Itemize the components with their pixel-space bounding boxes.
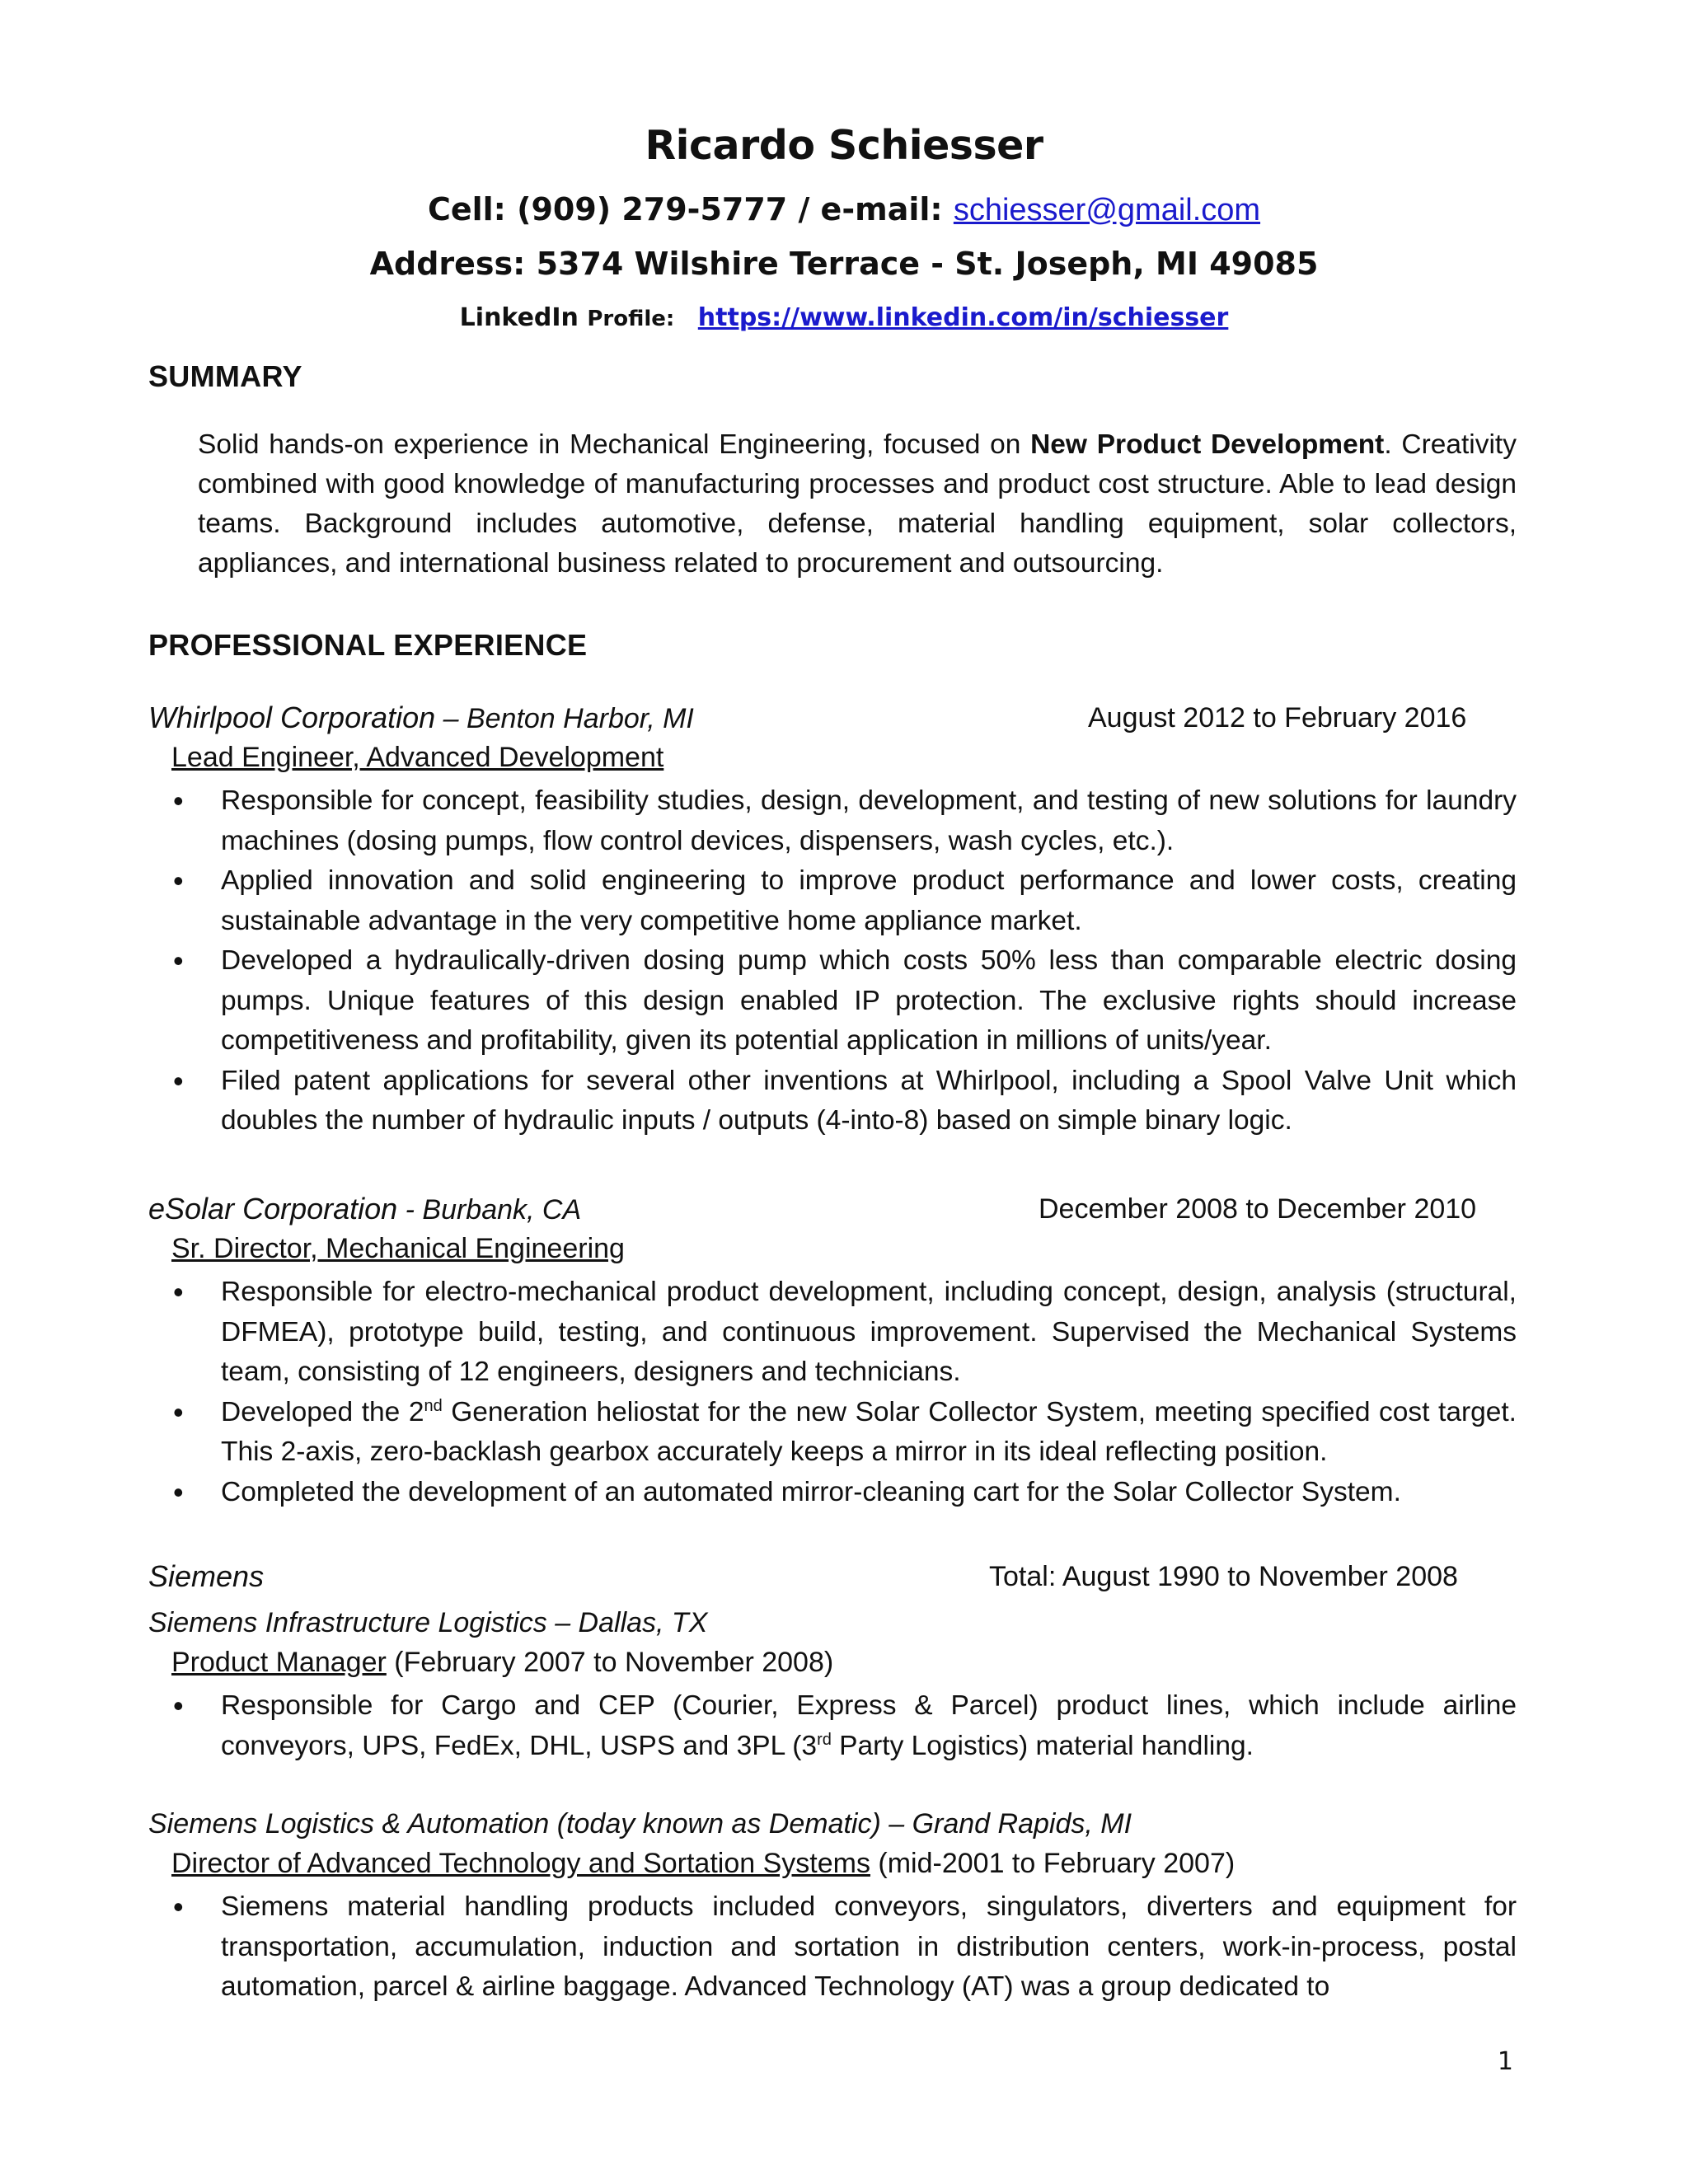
cell-label: Cell: (909) 279-5777 / e-mail: bbox=[427, 191, 943, 227]
list-item: • Applied innovation and solid engineering to improve product performance and lower costs, creating sustainable advantage in the very competitive home appliance market. bbox=[171, 861, 1517, 941]
bullet-text: Party Logistics) material handling. bbox=[831, 1730, 1254, 1761]
company-siemens: Siemens bbox=[148, 1559, 265, 1593]
company-esolar bbox=[148, 1192, 581, 1226]
summary-heading: SUMMARY bbox=[148, 359, 302, 393]
email-link[interactable]: schiesser@gmail.com bbox=[953, 193, 1261, 227]
siemens-role-2 bbox=[171, 1848, 1235, 1880]
role-title: Sr. Director, Mechanical Engineering bbox=[171, 1233, 625, 1264]
summary-bold: New Product Development bbox=[1030, 429, 1385, 460]
siemens-bullets-2 bbox=[171, 1887, 1517, 2008]
list-item: • Responsible for electro-mechanical product development, including concept, design, analysis (structural, DFMEA), prototype build, testing, and continuous improvement. Supervised the Mechanical Systems team, consisting of 12 engineers, designers and technicians. bbox=[171, 1272, 1517, 1393]
list-item: • Developed a hydraulically-driven dosing pump which costs 50% less than comparable electric dosing pumps. Unique features of this design enabled IP protection. The exclusive rights should increase competitiveness and profitability, given its potential application in millions of units/year. bbox=[171, 941, 1517, 1062]
role-title: Director of Advanced Technology and Sortation Systems bbox=[171, 1848, 870, 1879]
siemens-dates: Total: August 1990 to November 2008 bbox=[989, 1561, 1458, 1592]
profile-label: Profile: bbox=[587, 307, 675, 331]
candidate-name: Ricardo Schiesser bbox=[645, 122, 1043, 169]
list-item: • Responsible for concept, feasibility studies, design, development, and testing of new solutions for laundry machines (dosing pumps, flow control devices, dispensers, wash cycles, etc.). bbox=[171, 781, 1517, 861]
page-number: 1 bbox=[1497, 2047, 1513, 2076]
bullet-text: Generation heliostat for the new Solar Collector System, meeting specified cost target. This 2-axis, zero-backlash gearbox accurately keeps a mirror in its ideal reflecting position. bbox=[221, 1396, 1517, 1467]
siemens-role-1 bbox=[171, 1647, 833, 1679]
role-title: Lead Engineer, Advanced Development bbox=[171, 742, 664, 773]
summary-text-before: Solid hands-on experience in Mechanical Engineering, focused on bbox=[198, 429, 1031, 460]
address-line: Address: 5374 Wilshire Terrace - St. Joseph, MI 49085 bbox=[369, 246, 1319, 282]
esolar-dates: December 2008 to December 2010 bbox=[1039, 1193, 1477, 1225]
bullet-text: Developed the 2 bbox=[221, 1396, 424, 1427]
linkedin-label: LinkedIn bbox=[459, 303, 579, 332]
role-title: Product Manager bbox=[171, 1647, 387, 1678]
company-location: - Burbank, CA bbox=[397, 1194, 582, 1226]
esolar-role bbox=[171, 1233, 625, 1265]
bullet-text: Responsible for Cargo and CEP (Courier, Express & Parcel) product lines, which include airline conveyors, UPS, FedEx, DHL, USPS and 3PL (3 bbox=[221, 1690, 1517, 1761]
superscript: nd bbox=[424, 1396, 443, 1415]
list-item bbox=[171, 1686, 1517, 1766]
linkedin-link[interactable]: https://www.linkedin.com/in/schiesser bbox=[697, 303, 1229, 332]
list-item: • Filed patent applications for several other inventions at Whirlpool, including a Spool Valve Unit which doubles the number of hydraulic inputs / outputs (4-into-8) based on simple binary logic. bbox=[171, 1062, 1517, 1141]
list-item: • Siemens material handling products included conveyors, singulators, diverters and equipment for transportation, accumulation, induction and sortation in distribution centers, work-in-process, postal automation, parcel & airline baggage. Advanced Technology (AT) was a group dedicated to bbox=[171, 1887, 1517, 2008]
summary-paragraph bbox=[198, 425, 1517, 583]
siemens-sub-1: Siemens Infrastructure Logistics – Dallas, TX bbox=[148, 1607, 708, 1638]
company-name: eSolar Corporation bbox=[148, 1192, 398, 1226]
company-name: Whirlpool Corporation bbox=[148, 701, 436, 734]
experience-heading: PROFESSIONAL EXPERIENCE bbox=[148, 628, 588, 662]
whirlpool-bullets bbox=[171, 781, 1517, 1141]
whirlpool-role bbox=[171, 742, 663, 774]
list-item: • Completed the development of an automated mirror-cleaning cart for the Solar Collector System. bbox=[171, 1473, 1517, 1513]
siemens-bullets-1 bbox=[171, 1686, 1517, 1766]
company-location: – Benton Harbor, MI bbox=[435, 703, 694, 734]
whirlpool-dates: August 2012 to February 2016 bbox=[1088, 702, 1467, 733]
list-item bbox=[171, 1393, 1517, 1473]
superscript: rd bbox=[817, 1730, 832, 1749]
role-dates: (February 2007 to November 2008) bbox=[386, 1647, 834, 1678]
role-dates: (mid-2001 to February 2007) bbox=[870, 1848, 1236, 1879]
siemens-sub-2: Siemens Logistics & Automation (today known as Dematic) – Grand Rapids, MI bbox=[148, 1808, 1132, 1840]
summary-text-after: . Creativity combined with good knowledge of manufacturing processes and product cost structure. Able to lead design teams. Background includes automotive, defense, material handling equipment, solar collectors, appliances, and international business related to procurement and outsourcing. bbox=[198, 429, 1517, 579]
linkedin-line bbox=[0, 303, 1688, 332]
company-whirlpool bbox=[148, 701, 694, 735]
contact-line bbox=[0, 191, 1688, 228]
esolar-bullets bbox=[171, 1272, 1517, 1512]
